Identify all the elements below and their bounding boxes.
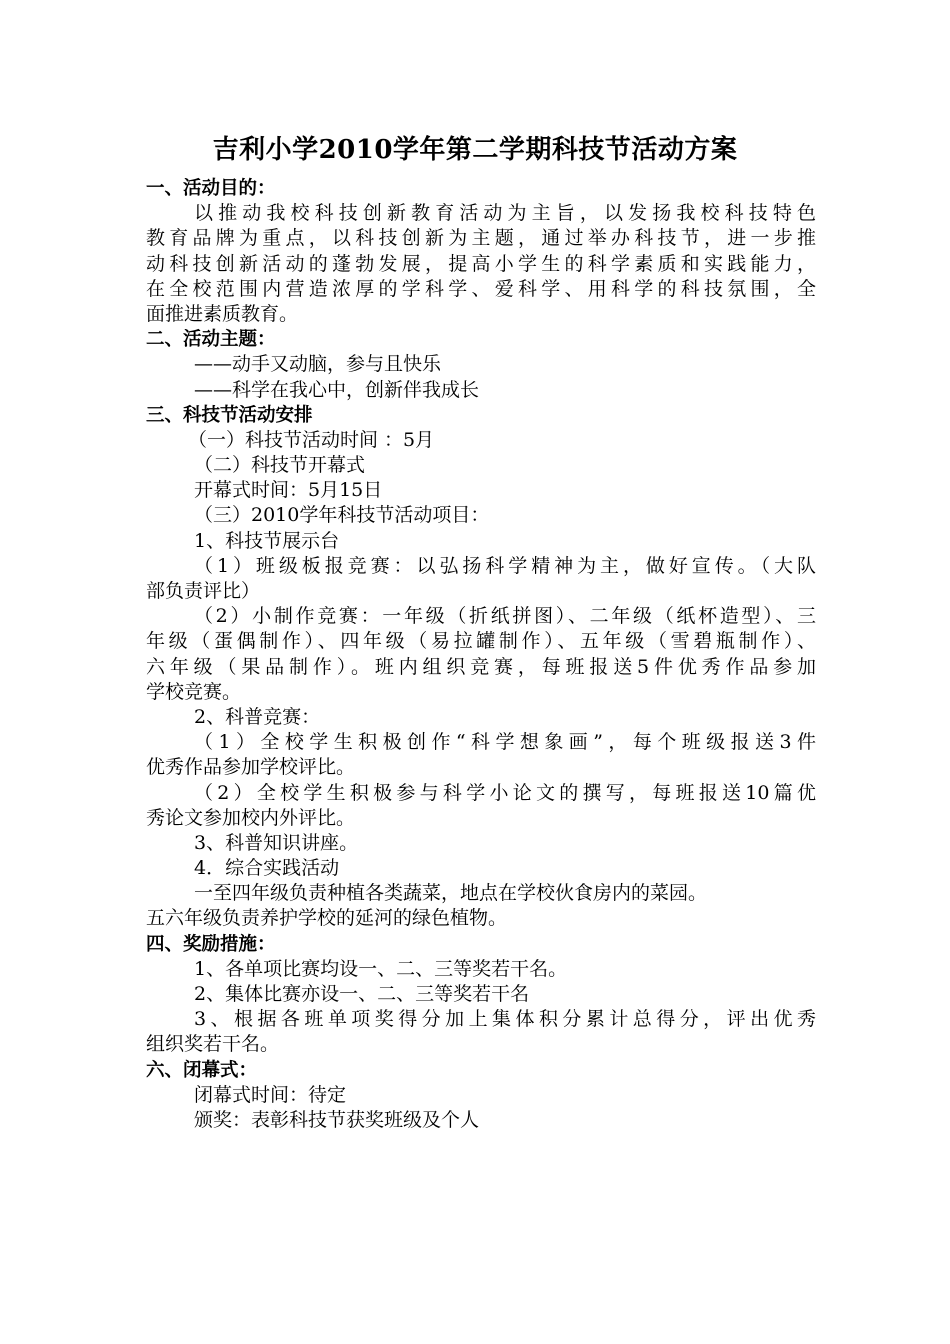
arrangement-line: 六年级（果品制作）。班内组织竞赛，每班报送5件优秀作品参加: [146, 655, 816, 678]
paragraph-line: 面推进素质教育。: [146, 302, 299, 325]
arrangement-line: （1）全校学生积极创作“科学想象画”，每个班级报送3件: [194, 731, 816, 754]
closing-line: 颁奖：表彰科技节获奖班级及个人: [194, 1108, 480, 1131]
arrangement-line: 4．综合实践活动: [194, 857, 340, 880]
arrangement-line: 年级（蛋偶制作）、四年级（易拉罐制作）、五年级（雪碧瓶制作）、: [146, 630, 816, 653]
reward-line: 3、根据各班单项奖得分加上集体积分累计总得分，评出优秀: [194, 1008, 816, 1031]
section-heading-closing: 六、闭幕式：: [146, 1059, 258, 1081]
closing-line: 闭幕式时间：待定: [194, 1083, 347, 1106]
arrangement-line: （一）科技节活动时间 ：5月: [188, 428, 435, 451]
arrangement-line: 一至四年级负责种植各类蔬菜，地点在学校伙食房内的菜园。: [194, 882, 708, 905]
reward-line: 1、各单项比赛均设一、二、三等奖若干名。: [194, 957, 568, 980]
arrangement-line: （1）班级板报竞赛：以弘扬科学精神为主，做好宣传。（大队: [194, 554, 816, 577]
theme-line: ——科学在我心中，创新伴我成长: [194, 378, 480, 401]
paragraph-line: 在全校范围内营造浓厚的学科学、爱科学、用科学的科技氛围，全: [146, 277, 816, 300]
arrangement-line: 2、科普竞赛：: [194, 705, 321, 728]
document-title: 吉利小学2010学年第二学期科技节活动方案: [212, 135, 738, 165]
arrangement-line: （二）科技节开幕式: [194, 454, 366, 477]
arrangement-line: （2）小制作竞赛：一年级（折纸拼图）、二年级（纸杯造型）、三: [194, 605, 816, 628]
section-heading-arrangement: 三、科技节活动安排: [146, 404, 313, 426]
section-heading-rewards: 四、奖励措施：: [146, 933, 276, 955]
document-body: [146, 176, 816, 1133]
paragraph-line: 教育品牌为重点，以科技创新为主题，通过举办科技节，进一步推: [146, 227, 816, 250]
arrangement-line: 秀论文参加校内外评比。: [146, 806, 356, 829]
arrangement-line: 部负责评比）: [146, 580, 261, 602]
section-heading-purpose: 一、活动目的：: [146, 178, 276, 199]
arrangement-line: 优秀作品参加学校评比。: [146, 756, 356, 779]
arrangement-line: 五六年级负责养护学校的延河的绿色植物。: [146, 907, 508, 930]
arrangement-line: 开幕式时间：5月15日: [194, 479, 383, 502]
arrangement-line: 1、科技节展示台: [194, 529, 340, 552]
theme-line: ——动手又动脑，参与且快乐: [194, 353, 442, 376]
arrangement-line: （2）全校学生积极参与科学小论文的撰写，每班报送10篇优: [194, 781, 816, 804]
arrangement-line: （三）2010学年科技节活动项目：: [194, 504, 490, 527]
paragraph-line: 动科技创新活动的蓬勃发展，提高小学生的科学素质和实践能力，: [146, 252, 816, 275]
reward-line: 2、集体比赛亦设一、二、三等奖若干名: [194, 983, 530, 1005]
arrangement-line: 3、科普知识讲座。: [194, 831, 359, 854]
arrangement-line: 学校竞赛。: [146, 680, 242, 703]
reward-line: 组织奖若干名。: [146, 1033, 280, 1056]
paragraph-line: 以推动我校科技创新教育活动为主旨，以发扬我校科技特色: [194, 202, 816, 225]
section-heading-theme: 二、活动主题：: [146, 329, 276, 351]
